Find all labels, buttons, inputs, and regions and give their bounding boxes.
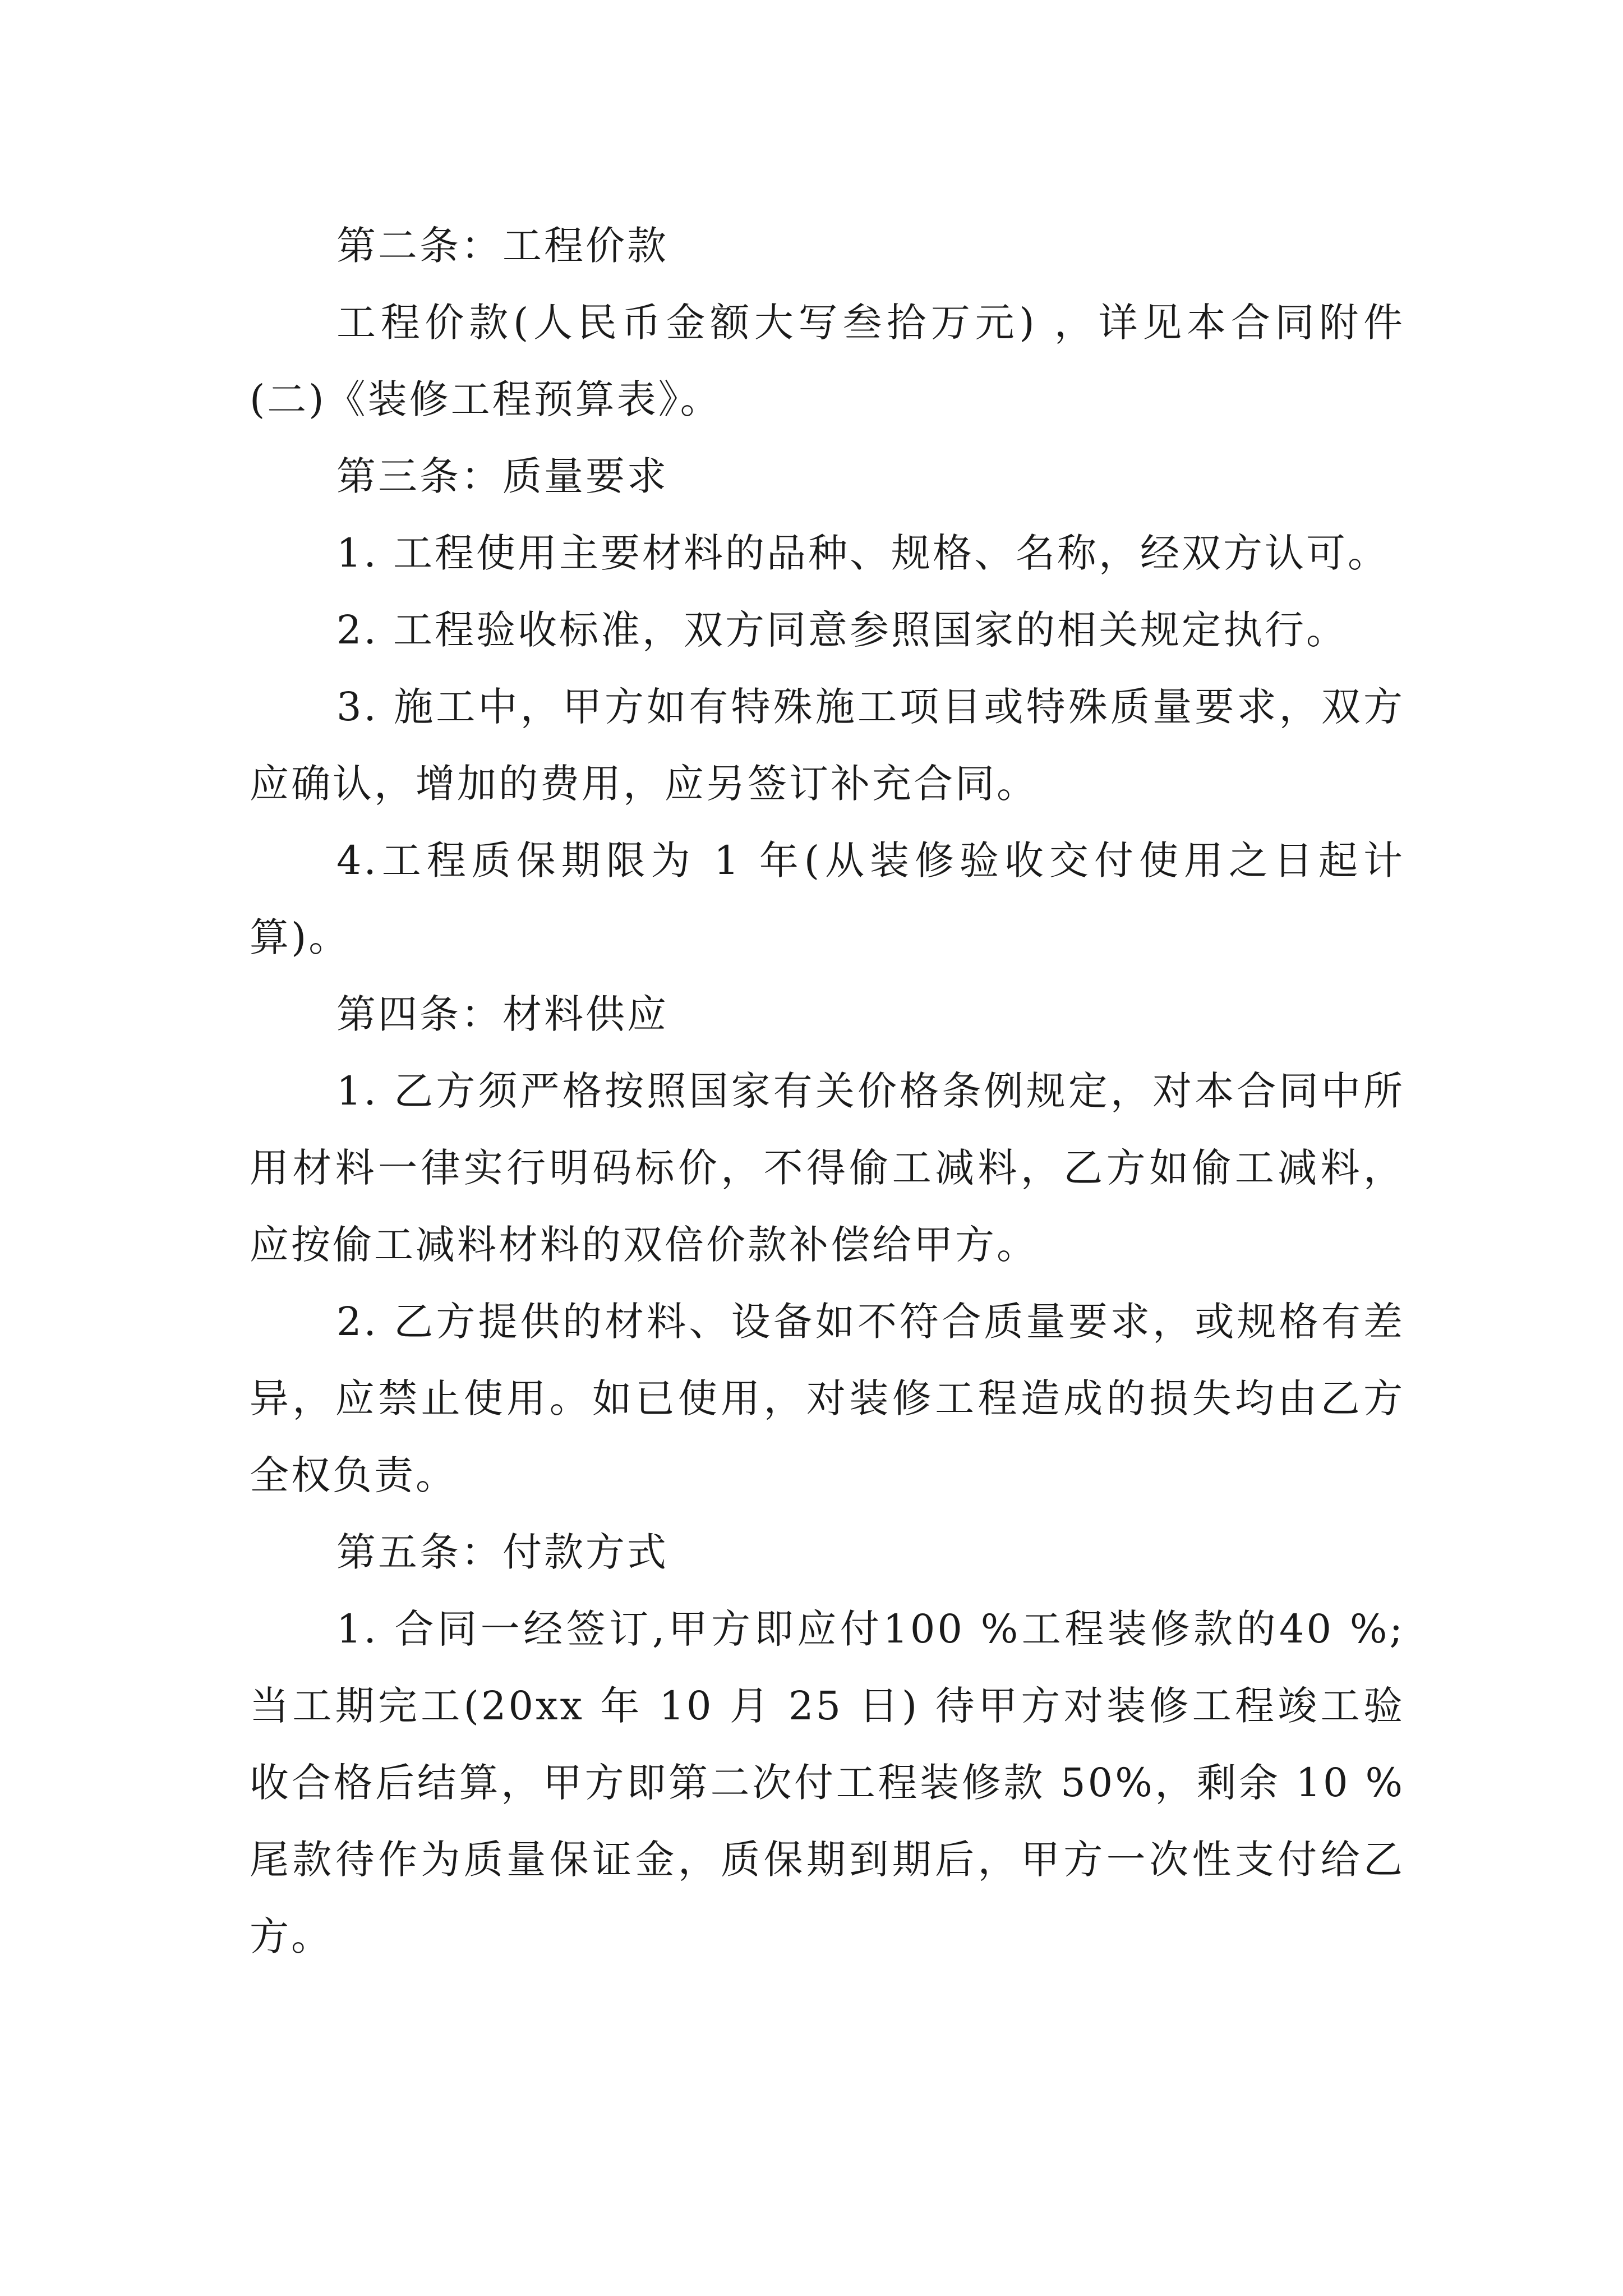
article-5-heading: 第五条：付款方式 (336, 1529, 668, 1575)
article-3-item-3: 3. 施工中，甲方如有特殊施工项目或特殊质量要求，双方应确认，增加的费用，应另签订补充合同。 (250, 684, 1405, 807)
article-3-heading: 第三条：质量要求 (336, 453, 668, 499)
contract-body (250, 208, 1405, 1975)
article-4-item-2: 2. 乙方提供的材料、设备如不符合质量要求，或规格有差异，应禁止使用。如已使用，对装修工程造成的损失均由乙方全权负责。 (250, 1299, 1405, 1498)
article-2-price-paragraph: 工程价款(人民币金额大写叁拾万元) ，详见本合同附件(二)《装修工程预算表》。 (250, 300, 1405, 422)
article-5-item-1: 1. 合同一经签订,甲方即应付100 %工程装修款的40 %;当工期完工(20xx 年 10 月 25 日) 待甲方对装修工程竣工验收合格后结算，甲方即第二次付工程装修款 50%，剩余 10 %尾款待作为质量保证金，质保期到期后，甲方一次性支付给乙方。 (250, 1606, 1405, 1959)
article-2-heading: 第二条：工程价款 (336, 223, 668, 269)
article-4-heading: 第四条：材料供应 (336, 991, 668, 1037)
article-4-item-1: 1. 乙方须严格按照国家有关价格条例规定，对本合同中所用材料一律实行明码标价，不得偷工减料，乙方如偷工减料，应按偷工减料材料的双倍价款补偿给甲方。 (250, 1068, 1405, 1268)
article-3-item-2: 2. 工程验收标准，双方同意参照国家的相关规定执行。 (336, 607, 1348, 653)
article-3-item-4: 4.工程质保期限为 1 年(从装修验收交付使用之日起计算)。 (250, 838, 1405, 960)
article-3-item-1: 1. 工程使用主要材料的品种、规格、名称，经双方认可。 (336, 530, 1390, 576)
